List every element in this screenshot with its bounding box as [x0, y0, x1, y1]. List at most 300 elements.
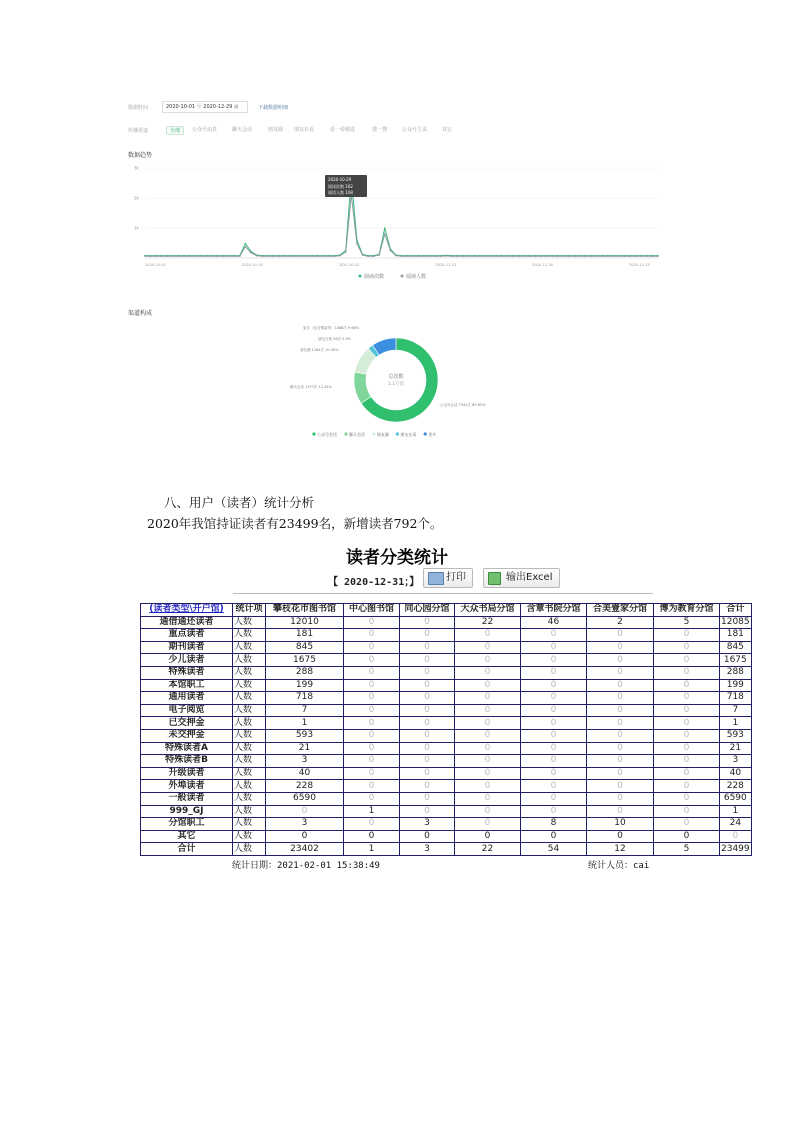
download-link[interactable]: 下载数据明细	[258, 105, 289, 111]
printer-icon	[428, 572, 444, 585]
series-point	[256, 255, 258, 257]
table-cell: 21	[266, 742, 344, 755]
row-header-cell: 特殊读者A	[141, 742, 233, 755]
table-cell: 0	[344, 666, 400, 679]
series-point	[172, 255, 174, 257]
footer-person: 统计人员：cai	[588, 861, 650, 871]
series-point	[222, 255, 224, 257]
table-cell: 0	[587, 780, 654, 793]
table-cell: 40	[720, 767, 752, 780]
table-cell: 0	[587, 805, 654, 818]
legend-users-marker	[401, 275, 404, 278]
table-cell: 5	[654, 843, 720, 856]
table-cell: 0	[521, 755, 587, 768]
series-point	[144, 255, 146, 257]
series-point	[339, 255, 341, 257]
table-cell: 0	[521, 641, 587, 654]
legend-marker	[344, 432, 347, 435]
series-point	[356, 243, 358, 245]
series-point	[607, 255, 609, 257]
series-point	[384, 233, 386, 235]
legend-reads-marker	[359, 275, 362, 278]
table-cell: 0	[654, 792, 720, 805]
series-point	[557, 255, 559, 257]
table-cell: 199	[720, 679, 752, 692]
series-point	[568, 255, 570, 257]
series-point	[479, 255, 481, 257]
table-cell: 0	[344, 692, 400, 705]
table-cell: 23499	[721, 843, 750, 854]
export-excel-button[interactable]	[483, 568, 560, 588]
table-cell: 0	[654, 654, 720, 667]
channel-tab[interactable]: 聊天会话	[232, 127, 253, 133]
channel-tab[interactable]: 公众号主页	[402, 127, 428, 133]
table-cell: 0	[654, 805, 720, 818]
series-point	[228, 255, 230, 257]
date-separator: 至	[196, 104, 202, 110]
table-cell: 0	[344, 616, 400, 629]
table-row	[141, 780, 752, 793]
table-cell: 199	[266, 679, 344, 692]
series-point	[451, 255, 453, 257]
date-start: 2020-10-01	[166, 104, 196, 110]
series-point	[585, 255, 587, 257]
table-cell: 人数	[233, 729, 266, 742]
row-header-cell: 特殊读者	[141, 666, 233, 679]
legend-users: 阅读人数	[406, 274, 427, 280]
table-cell: 0	[654, 742, 720, 755]
table-cell: 0	[455, 780, 521, 793]
series-point	[473, 255, 475, 257]
row-header-cell: 本馆职工	[141, 679, 233, 692]
table-cell: 0	[654, 818, 720, 831]
series-point	[323, 255, 325, 257]
table-cell: 0	[344, 704, 400, 717]
date-filter-label: 数据时间	[128, 105, 149, 111]
table-cell: 0	[455, 717, 521, 730]
series-point	[289, 255, 291, 257]
table-cell: 181	[720, 629, 752, 642]
table-cell: 0	[455, 792, 521, 805]
series-point	[429, 255, 431, 257]
table-cell: 0	[587, 830, 654, 843]
table-cell: 人数	[233, 792, 266, 805]
series-point	[646, 255, 648, 257]
table-cell: 8	[521, 818, 587, 831]
row-header-cell: 期刊读者	[141, 641, 233, 654]
table-cell: 288	[266, 666, 344, 679]
x-tick-label: 2020-10-16	[241, 263, 263, 267]
table-row	[141, 654, 752, 667]
table-row	[141, 843, 752, 856]
table-cell: 0	[455, 629, 521, 642]
table-cell: 0	[344, 755, 400, 768]
table-cell: 0	[521, 717, 587, 730]
series-point	[423, 255, 425, 257]
row-header-cell: 外埠读者	[141, 780, 233, 793]
table-cell: 0	[587, 742, 654, 755]
table-cell: 0	[400, 767, 455, 780]
print-label: 打印	[446, 572, 466, 583]
table-cell: 0	[521, 780, 587, 793]
tooltip-date: 2020-10-29	[328, 177, 352, 182]
table-cell: 0	[455, 704, 521, 717]
table-cell: 0	[654, 679, 720, 692]
table-cell: 0	[455, 679, 521, 692]
series-point	[462, 255, 464, 257]
table-row	[141, 729, 752, 742]
table-cell: 1675	[720, 654, 752, 667]
table-cell: 0	[521, 742, 587, 755]
trend-tooltip	[325, 175, 367, 197]
table-cell: 0	[587, 755, 654, 768]
table-cell: 0	[654, 641, 720, 654]
header-cell: 大众书局分馆	[455, 604, 521, 617]
table-cell: 7	[720, 704, 752, 717]
series-point	[401, 255, 403, 257]
table-cell: 0	[400, 666, 455, 679]
table-cell: 人数	[233, 843, 266, 856]
table-cell: 0	[455, 654, 521, 667]
series-point	[194, 255, 196, 257]
table-cell: 0	[400, 704, 455, 717]
table-cell: 0	[587, 717, 654, 730]
header-cell: 同心园分馆	[400, 604, 455, 617]
series-point	[596, 255, 598, 257]
series-point	[167, 255, 169, 257]
table-cell: 0	[455, 641, 521, 654]
channel-tab[interactable]: 朋友圈	[268, 127, 284, 133]
table-cell: 3	[720, 755, 752, 768]
series-point	[345, 251, 347, 253]
table-cell: 0	[455, 742, 521, 755]
series-point	[468, 255, 470, 257]
series-point	[613, 255, 615, 257]
table-cell: 0	[400, 692, 455, 705]
legend-marker	[312, 432, 315, 435]
trend-chart	[120, 160, 665, 285]
series-point	[300, 255, 302, 257]
table-row	[141, 666, 752, 679]
table-cell: 3	[266, 755, 344, 768]
table-cell: 1	[344, 843, 400, 856]
table-row	[141, 679, 752, 692]
table-cell: 0	[455, 666, 521, 679]
table-cell: 0	[344, 629, 400, 642]
series-point	[206, 255, 208, 257]
table-row	[141, 818, 752, 831]
table-cell: 0	[654, 729, 720, 742]
channel-tab[interactable]: 朋友在看	[294, 127, 315, 133]
table-cell: 0	[344, 818, 400, 831]
slice-label-friends-view: 朋友在看 26次 0.3%	[318, 337, 352, 341]
header-cell: 攀枝花市图书馆	[266, 604, 344, 617]
table-cell: 181	[266, 629, 344, 642]
table-row	[141, 629, 752, 642]
table-cell: 0	[720, 830, 752, 843]
row-header-cell: 已交押金	[141, 717, 233, 730]
series-point	[640, 255, 642, 257]
table-cell: 0	[400, 654, 455, 667]
series-point	[161, 255, 163, 257]
table-cell: 6590	[720, 792, 752, 805]
table-cell: 0	[587, 792, 654, 805]
slice-label-more: 更多（包含搜索等）1068次 9.66%	[303, 326, 360, 330]
series-point	[490, 255, 492, 257]
table-cell: 0	[400, 830, 455, 843]
channel-filter-label: 传播渠道	[128, 128, 149, 134]
table-row	[141, 830, 752, 843]
table-cell: 0	[587, 654, 654, 667]
date-range-picker[interactable]	[162, 101, 248, 113]
series-point	[284, 255, 286, 257]
table-cell: 228	[720, 780, 752, 793]
series-point	[629, 255, 631, 257]
row-header-cell: 电子阅览	[141, 704, 233, 717]
table-cell: 0	[654, 629, 720, 642]
table-cell: 0	[654, 767, 720, 780]
table-cell: 0	[344, 654, 400, 667]
series-point	[579, 255, 581, 257]
table-cell: 0	[654, 830, 720, 843]
table-cell: 人数	[233, 717, 266, 730]
series-point	[562, 255, 564, 257]
table-cell: 0	[455, 692, 521, 705]
series-point	[272, 255, 274, 257]
series-point	[378, 254, 380, 256]
series-point	[657, 255, 659, 257]
table-row	[141, 692, 752, 705]
header-cell: 中心图书馆	[344, 604, 400, 617]
reader-stats-table	[140, 603, 752, 856]
table-cell: 718	[720, 692, 752, 705]
table-cell: 0	[587, 704, 654, 717]
table-row	[141, 792, 752, 805]
series-point	[239, 255, 241, 257]
series-point	[445, 255, 447, 257]
series-point	[523, 255, 525, 257]
donut-center-label: 总次数	[388, 374, 404, 380]
donut-center-value: 1.1万次	[387, 382, 405, 387]
row-header-cell: 少儿读者	[141, 654, 233, 667]
series-point	[495, 255, 497, 257]
header-type-cell[interactable]: (读者类型\开户馆)	[141, 604, 233, 617]
series-point	[178, 255, 180, 257]
table-cell: 3	[400, 818, 455, 831]
x-tick-label: 2020-12-15	[628, 263, 650, 267]
series-point	[540, 255, 542, 257]
donut-slice	[354, 372, 371, 403]
table-cell: 0	[521, 729, 587, 742]
table-row	[141, 742, 752, 755]
table-cell: 人数	[233, 755, 266, 768]
series-point	[245, 246, 247, 248]
series-point	[261, 255, 263, 257]
table-cell: 0	[344, 679, 400, 692]
slice-label-moments: 朋友圈 1164次 10.49%	[300, 348, 339, 352]
series-point	[518, 255, 520, 257]
table-row	[141, 704, 752, 717]
trend-legend	[359, 273, 427, 280]
table-cell: 3	[400, 843, 455, 856]
channel-tab[interactable]: 其它	[442, 127, 453, 133]
series-point	[311, 255, 313, 257]
table-cell: 0	[654, 704, 720, 717]
table-row	[141, 641, 752, 654]
series-point	[601, 255, 603, 257]
header-cell: 合计	[720, 604, 752, 617]
table-cell: 人数	[233, 780, 266, 793]
table-cell: 0	[400, 717, 455, 730]
print-button[interactable]	[423, 568, 473, 588]
table-cell: 0	[400, 780, 455, 793]
table-cell: 1	[720, 805, 752, 818]
series-point	[507, 255, 509, 257]
row-header-cell: 一般读者	[141, 792, 233, 805]
table-cell: 0	[521, 830, 587, 843]
table-cell: 人数	[233, 692, 266, 705]
legend-item[interactable]: 更多	[428, 432, 437, 437]
table-cell: 人数	[233, 818, 266, 831]
table-cell: 人数	[233, 805, 266, 818]
table-cell: 0	[400, 755, 455, 768]
table-cell: 5	[654, 616, 720, 629]
series-point	[406, 255, 408, 257]
series-line-0	[145, 177, 658, 256]
series-point	[574, 255, 576, 257]
table-cell: 0	[587, 641, 654, 654]
series-point	[652, 255, 654, 257]
table-cell: 12085	[721, 616, 750, 627]
table-cell: 0	[344, 780, 400, 793]
row-header-cell: 通用读者	[141, 692, 233, 705]
legend-marker	[424, 432, 427, 435]
x-tick-label: 2020-10-01	[145, 263, 166, 267]
trend-title: 数据趋势	[128, 152, 153, 159]
table-cell: 0	[587, 666, 654, 679]
row-header-cell: 通借通还读者	[141, 616, 233, 629]
table-cell: 12010	[266, 616, 344, 629]
series-point	[390, 250, 392, 252]
table-cell: 0	[521, 792, 587, 805]
table-cell: 0	[521, 767, 587, 780]
table-cell: 0	[400, 679, 455, 692]
table-cell: 0	[587, 692, 654, 705]
series-point	[278, 255, 280, 257]
tooltip-reads: 阅读次数 162	[328, 184, 353, 189]
table-cell: 0	[654, 692, 720, 705]
legend-item[interactable]: 朋友在看	[400, 432, 417, 437]
table-row	[141, 717, 752, 730]
table-cell: 人数	[233, 616, 266, 629]
composition-donut	[280, 320, 520, 445]
table-cell: 288	[720, 666, 752, 679]
series-point	[484, 255, 486, 257]
legend-item[interactable]: 公众号会话	[317, 432, 337, 437]
table-cell: 人数	[233, 654, 266, 667]
series-point	[529, 255, 531, 257]
row-header-cell: 重点读者	[141, 629, 233, 642]
table-cell: 1	[344, 805, 400, 818]
row-header-cell: 特殊读者B	[141, 755, 233, 768]
series-point	[150, 255, 152, 257]
section-heading: 八、用户（读者）统计分析	[164, 495, 315, 510]
header-cell: 博为教育分馆	[654, 604, 720, 617]
table-cell: 2	[587, 616, 654, 629]
table-cell: 228	[266, 780, 344, 793]
table-cell: 54	[521, 843, 587, 856]
table-header-row	[141, 604, 752, 617]
table-cell: 0	[344, 717, 400, 730]
series-point	[317, 255, 319, 257]
table-cell: 0	[521, 654, 587, 667]
table-cell: 人数	[233, 742, 266, 755]
table-cell: 0	[455, 818, 521, 831]
table-cell: 0	[344, 830, 400, 843]
table-cell: 0	[266, 830, 344, 843]
series-point	[245, 243, 247, 245]
table-cell: 0	[455, 805, 521, 818]
channel-tab[interactable]: 搜一搜	[372, 127, 388, 133]
calendar-icon: ▦	[233, 104, 239, 110]
series-point	[250, 252, 252, 254]
row-header-cell: 分馆职工	[141, 818, 233, 831]
table-cell: 0	[521, 692, 587, 705]
table-cell: 人数	[233, 629, 266, 642]
series-point	[367, 255, 369, 257]
series-point	[328, 255, 330, 257]
series-point	[155, 255, 157, 257]
series-point	[551, 255, 553, 257]
table-cell: 0	[455, 729, 521, 742]
legend-item[interactable]: 朋友圈	[376, 432, 389, 437]
report-date: 【 2020-12-31；】	[328, 577, 420, 588]
table-cell: 人数	[233, 767, 266, 780]
channel-tab[interactable]: 看一看精选	[330, 127, 356, 133]
series-point	[440, 255, 442, 257]
excel-icon	[488, 572, 501, 585]
series-point	[306, 255, 308, 257]
series-point	[211, 255, 213, 257]
table-cell: 845	[266, 641, 344, 654]
table-cell: 1675	[266, 654, 344, 667]
table-cell: 0	[654, 755, 720, 768]
table-cell: 0	[400, 616, 455, 629]
table-cell: 人数	[233, 641, 266, 654]
series-point	[183, 255, 185, 257]
legend-marker	[372, 432, 375, 435]
table-cell: 0	[400, 805, 455, 818]
legend-item[interactable]: 聊天会话	[349, 432, 365, 437]
series-point	[417, 255, 419, 257]
table-cell: 10	[587, 818, 654, 831]
channel-tab[interactable]: 全部	[166, 126, 184, 135]
series-line-1	[145, 195, 658, 256]
series-point	[512, 255, 514, 257]
section-summary: 2020年我馆持证读者有23499名，新增读者792个。	[147, 516, 443, 531]
y-tick-label: 3k	[134, 165, 139, 171]
table-cell: 22	[455, 616, 521, 629]
table-cell: 46	[521, 616, 587, 629]
table-row	[141, 755, 752, 768]
table-row	[141, 616, 752, 629]
table-cell: 24	[720, 818, 752, 831]
report-divider	[233, 593, 653, 594]
table-cell: 0	[400, 629, 455, 642]
table-cell: 0	[587, 767, 654, 780]
channel-tab[interactable]: 公众号消息	[192, 127, 218, 133]
table-cell: 12	[587, 843, 654, 856]
